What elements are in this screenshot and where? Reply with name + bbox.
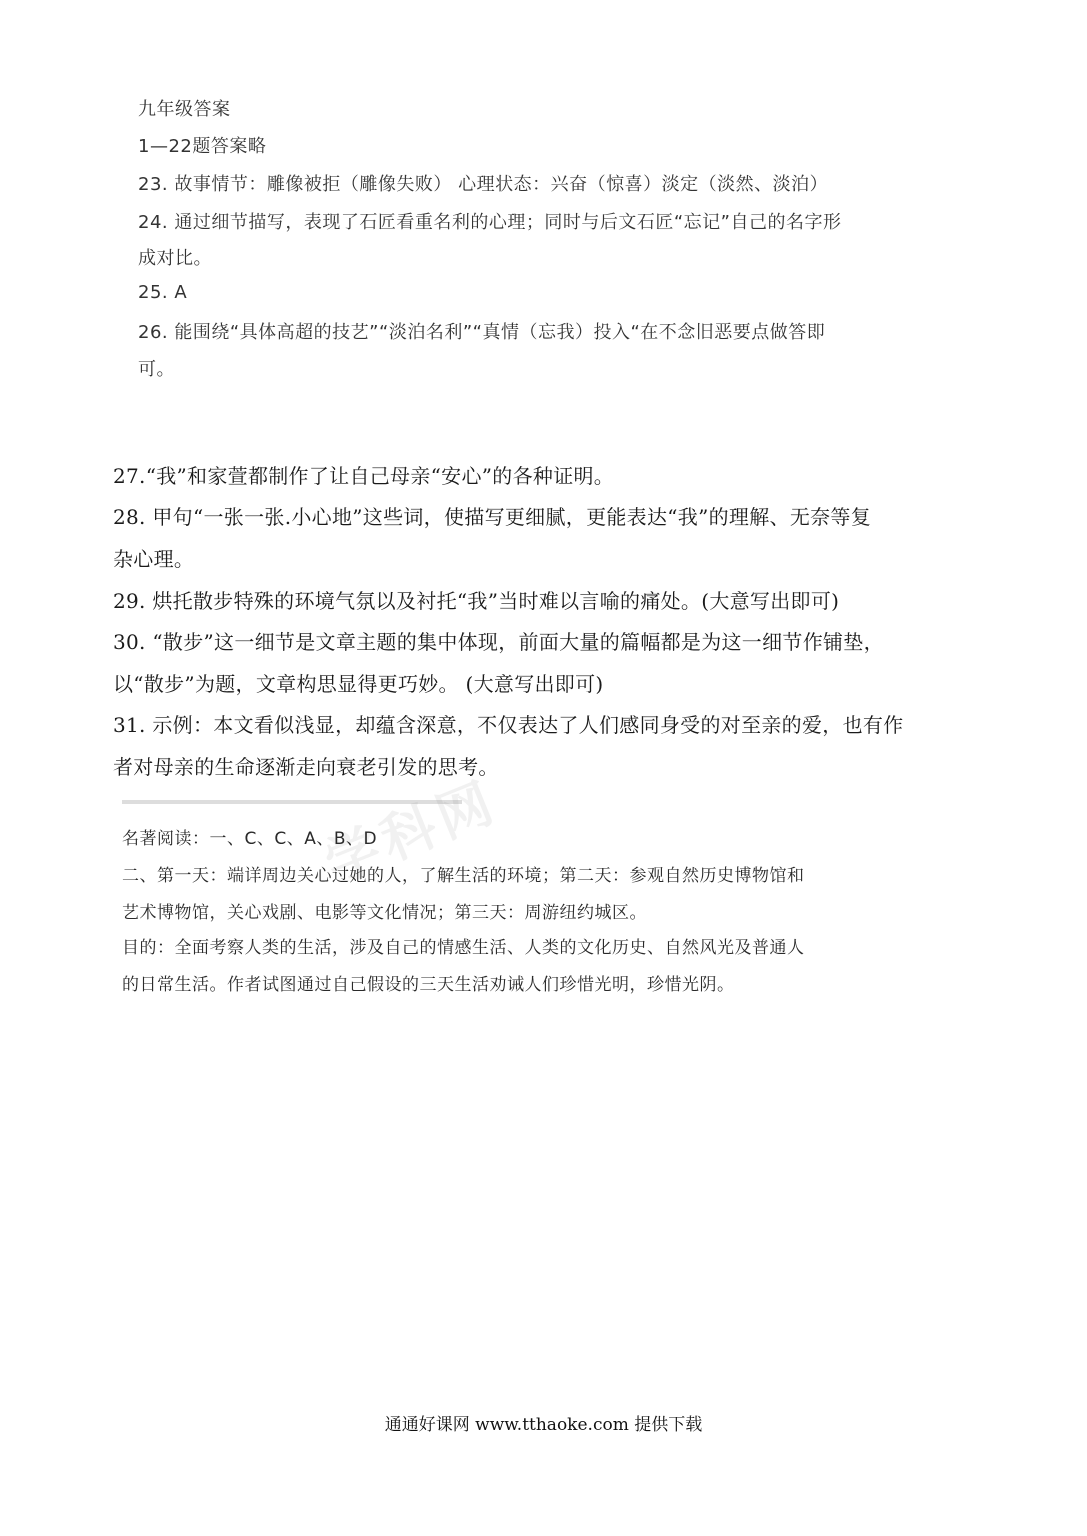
answer-line-1-22: 1—22题答案略 <box>138 136 267 157</box>
answer-line-31: 31. 示例：本文看似浅显，却蕴含深意，不仅表达了人们感同身受的对至亲的爱，也有作 <box>113 713 904 737</box>
answer-line-25: 25. A <box>138 282 188 303</box>
answer-line-28: 28. 甲句“一张一张.小心地”这些词，使描写更细腻，更能表达“我”的理解、无奈等复 <box>113 505 872 529</box>
answer-line-26-cont: 可。 <box>138 359 175 380</box>
answer-line-28-cont: 杂心理。 <box>113 547 195 571</box>
faint-scan-line <box>122 800 462 804</box>
answer-line-27: 27.“我”和家萱都制作了让自己母亲“安心”的各种证明。 <box>113 464 615 488</box>
classics-reading-line-1: 名著阅读：一、C、C、A、B、D <box>122 829 378 849</box>
watermark: 学科网 <box>316 769 507 896</box>
classics-reading-line-3: 艺术博物馆，关心戏剧、电影等文化情况；第三天：周游纽约城区。 <box>122 903 647 923</box>
answer-line-24: 24. 通过细节描写，表现了石匠看重名利的心理；同时与后文石匠“忘记”自己的名字形 <box>138 212 842 233</box>
answer-line-26: 26. 能围绕“具体高超的技艺”“淡泊名利”“真情（忘我）投入“在不念旧恶要点做答即 <box>138 322 826 343</box>
answer-line-24-cont: 成对比。 <box>138 248 212 269</box>
answer-title: 九年级答案 <box>138 99 231 120</box>
classics-reading-line-2: 二、第一天：端详周边关心过她的人，了解生活的环境；第二天：参观自然历史博物馆和 <box>122 866 805 886</box>
answer-line-29: 29. 烘托散步特殊的环境气氛以及衬托“我”当时难以言喻的痛处。(大意写出即可) <box>113 589 840 613</box>
answer-line-30: 30. “散步”这一细节是文章主题的集中体现，前面大量的篇幅都是为这一细节作铺垫， <box>113 630 884 654</box>
classics-reading-line-5: 的日常生活。作者试图通过自己假设的三天生活劝诫人们珍惜光明，珍惜光阴。 <box>122 975 735 995</box>
answer-line-23: 23. 故事情节：雕像被拒（雕像失败） 心理状态：兴奋（惊喜）淡定（淡然、淡泊） <box>138 174 829 195</box>
answer-line-30-cont: 以“散步”为题，文章构思显得更巧妙。 (大意写出即可) <box>113 672 604 696</box>
classics-reading-line-4: 目的：全面考察人类的生活，涉及自己的情感生活、人类的文化历史、自然风光及普通人 <box>122 938 805 958</box>
page-footer: 通通好课网 www.tthaoke.com 提供下载 <box>384 1415 703 1435</box>
answer-line-31-cont: 者对母亲的生命逐渐走向衰老引发的思考。 <box>113 755 499 779</box>
